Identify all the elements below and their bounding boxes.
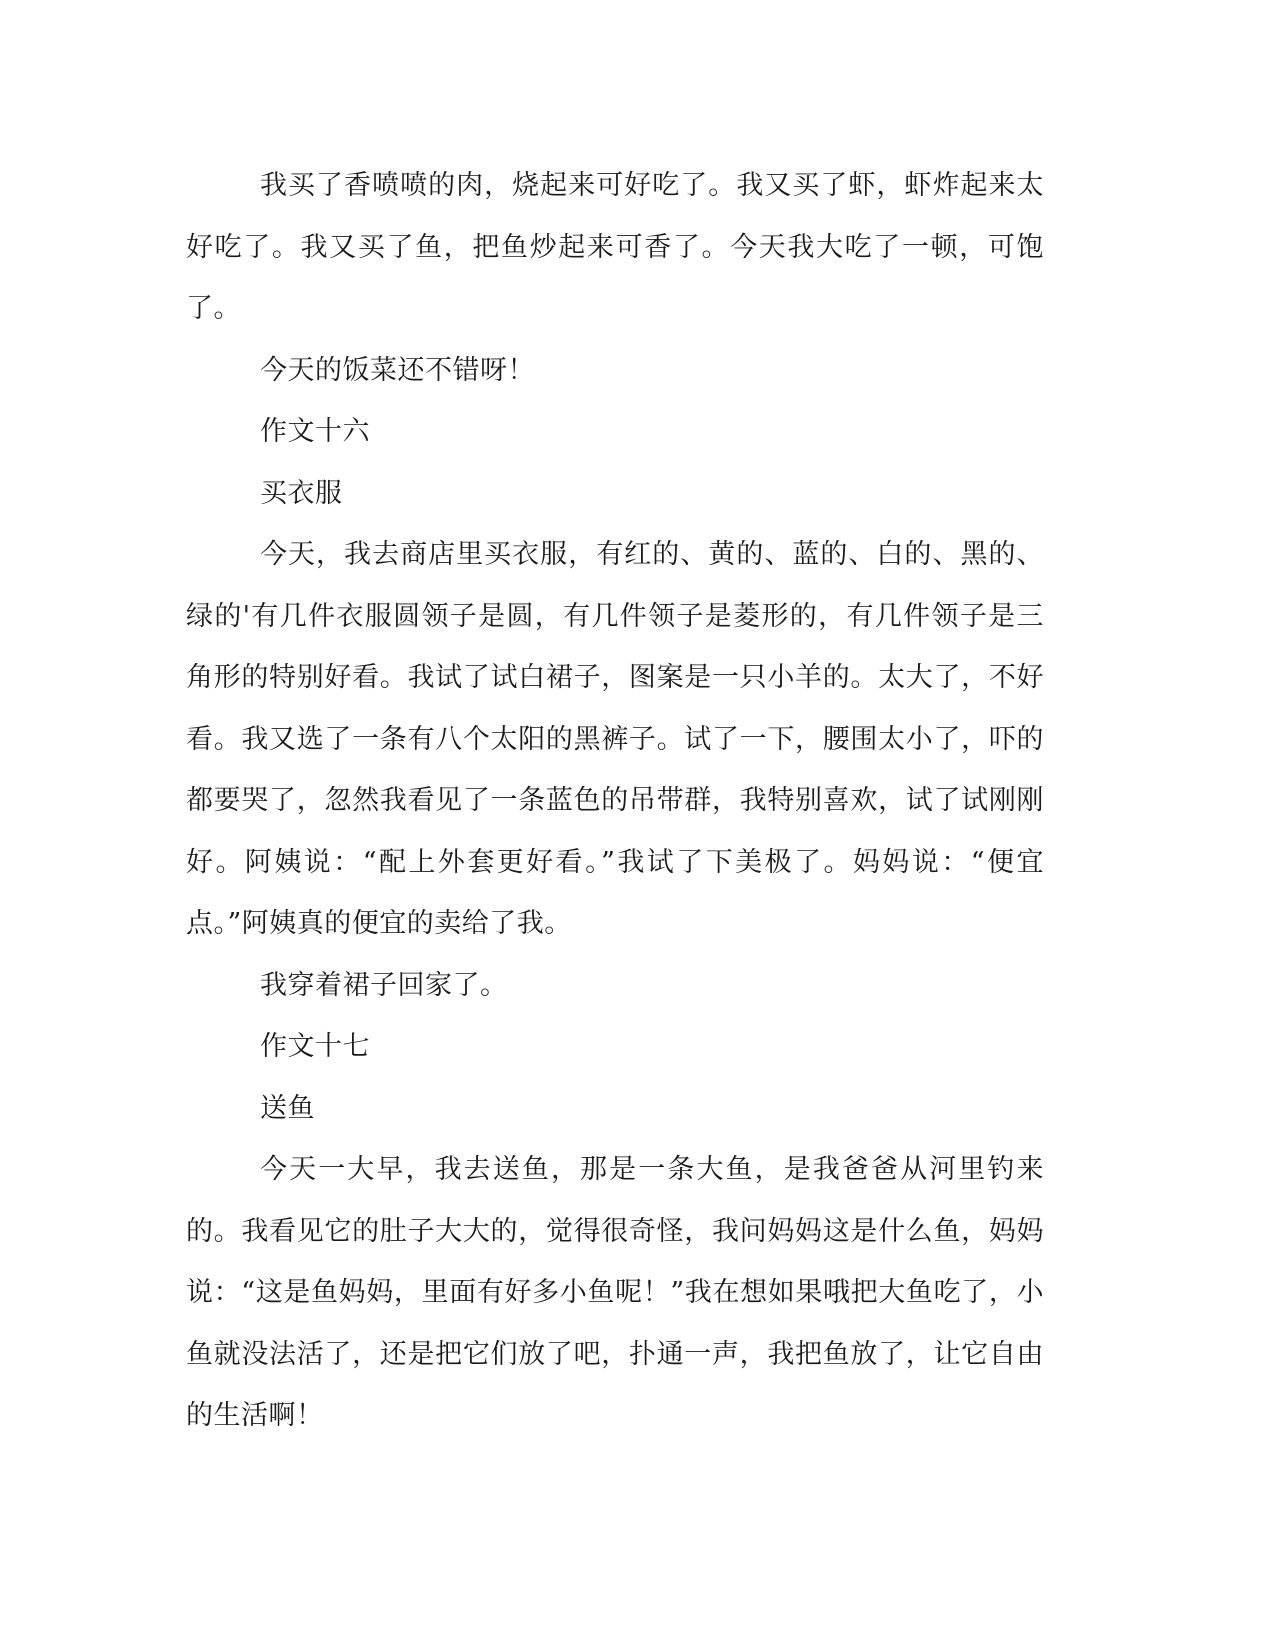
paragraph: 今天一大早，我去送鱼，那是一条大鱼，是我爸爸从河里钓来的。我看见它的肚子大大的，觉得很奇怪，我问妈妈这是什么鱼，妈妈说：“这是鱼妈妈，里面有好多小鱼呢！”我在想如果哦把大鱼吃了，小鱼就没法活了，还是把它们放了吧，扑通一声，我把鱼放了，让它自由的生活啊！ [186, 1154, 1044, 1431]
paragraph: 今天，我去商店里买衣服，有红的、黄的、蓝的、白的、黑的、绿的'有几件衣服圆领子是圆，有几件领子是菱形的，有几件领子是三角形的特别好看。我试了试白裙子，图案是一只小羊的。太大了，不好看。我又选了一条有八个太阳的黑裤子。试了一下，腰围太小了，吓的都要哭了，忽然我看见了一条蓝色的吊带群，我特别喜欢，试了试刚刚好。阿姨说：“配上外套更好看。”我试了下美极了。妈妈说：“便宜点。”阿姨真的便宜的卖给了我。 [186, 539, 1044, 939]
document-body [186, 155, 1044, 1447]
essay-number-heading: 作文十七 [260, 1031, 370, 1062]
paragraph: 今天的饭菜还不错呀！ [260, 354, 535, 386]
paragraph: 我穿着裙子回家了。 [260, 969, 508, 1001]
essay-title-heading: 买衣服 [260, 477, 343, 509]
essay-title-heading: 送鱼 [260, 1092, 315, 1124]
essay-number-heading: 作文十六 [260, 416, 370, 447]
paragraph: 我买了香喷喷的肉，烧起来可好吃了。我又买了虾，虾炸起来太好吃了。我又买了鱼，把鱼炒起来可香了。今天我大吃了一顿，可饱了。 [186, 170, 1044, 324]
